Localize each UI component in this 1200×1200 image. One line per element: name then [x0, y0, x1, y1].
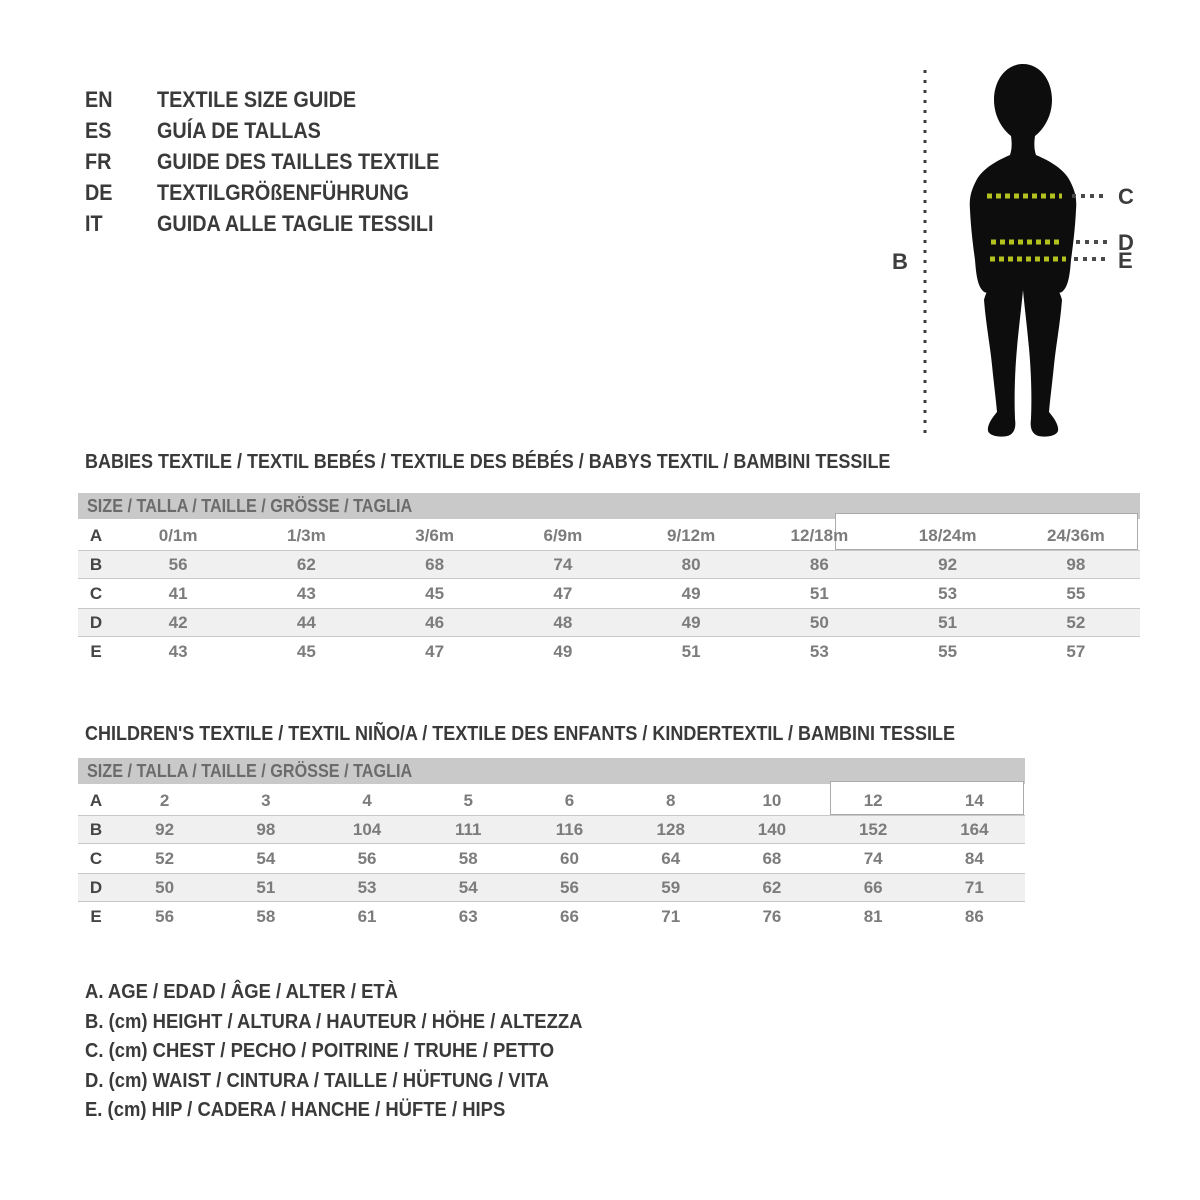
babies-table-body [78, 521, 1140, 666]
size-row-D [78, 608, 1140, 637]
size-value: 47 [425, 641, 445, 661]
size-value: 64 [661, 848, 681, 868]
guide-title-en: TEXTILE SIZE GUIDE [157, 87, 357, 112]
size-row-A [78, 786, 1025, 815]
size-value: 104 [352, 819, 382, 839]
size-value: 50 [809, 612, 829, 632]
row-label: A [89, 790, 103, 810]
lang-row-es [85, 115, 471, 146]
row-label: C [89, 583, 103, 603]
legend-height: B. (cm) HEIGHT / ALTURA / HAUTEUR / HÖHE / ALTEZZA [85, 1009, 583, 1033]
size-value: 71 [964, 877, 984, 897]
row-label: B [89, 819, 103, 839]
size-value: 44 [296, 612, 316, 632]
size-value: 5 [463, 790, 473, 810]
size-value: 74 [863, 848, 883, 868]
child-silhouette [970, 64, 1077, 437]
size-value: 54 [256, 848, 276, 868]
size-row-E [78, 902, 1025, 931]
size-value: 56 [168, 554, 188, 574]
row-label: C [89, 848, 103, 868]
size-value: 55 [1066, 583, 1086, 603]
legend-hip: E. (cm) HIP / CADERA / HANCHE / HÜFTE / HIPS [85, 1098, 506, 1121]
size-value: 9/12m [667, 525, 716, 545]
size-value: 51 [681, 641, 701, 661]
size-value: 45 [296, 641, 316, 661]
measurement-legend [85, 977, 638, 1125]
size-value: 71 [661, 906, 681, 926]
size-value: 53 [938, 583, 958, 603]
size-value: 12/18m [790, 525, 849, 545]
size-value: 92 [155, 819, 175, 839]
row-label: B [89, 554, 103, 574]
lang-code: IT [85, 211, 103, 236]
children-size-table [78, 758, 1025, 931]
lang-row-de [85, 177, 471, 208]
size-value: 53 [809, 641, 829, 661]
size-value: 4 [362, 790, 372, 810]
size-value: 43 [168, 641, 188, 661]
size-value: 68 [425, 554, 445, 574]
legend-age: A. AGE / EDAD / ÂGE / ALTER / ETÀ [85, 980, 398, 1003]
size-value: 50 [155, 877, 175, 897]
size-value: 47 [553, 583, 573, 603]
size-value: 54 [458, 877, 478, 897]
size-row-D [78, 873, 1025, 902]
size-value: 58 [256, 906, 276, 926]
size-value: 49 [681, 612, 701, 632]
child-figure-svg [870, 40, 1160, 460]
guide-title-fr: GUIDE DES TAILLES TEXTILE [157, 149, 440, 174]
size-value: 43 [296, 583, 316, 603]
size-value: 63 [458, 906, 478, 926]
row-label: A [89, 525, 103, 545]
size-value: 6 [564, 790, 575, 810]
size-row-B [78, 550, 1140, 579]
lang-code: FR [85, 149, 112, 174]
lang-row-it [85, 208, 471, 239]
babies-size-table [78, 493, 1140, 666]
size-value: 128 [656, 819, 685, 839]
size-row-E [78, 637, 1140, 666]
size-value: 0/1m [158, 525, 198, 545]
size-value: 14 [964, 790, 984, 810]
size-value: 81 [863, 906, 883, 926]
size-value: 59 [661, 877, 681, 897]
size-value: 45 [425, 583, 445, 603]
children-table-body [78, 786, 1025, 931]
size-value: 10 [762, 790, 782, 810]
size-value: 51 [809, 583, 829, 603]
size-row-A [78, 521, 1140, 550]
row-label: D [89, 612, 103, 632]
children-section-heading: CHILDREN'S TEXTILE / TEXTIL NIÑO/A / TEXTILE DES ENFANTS / KINDERTEXTIL / BAMBINI TESSILE [85, 723, 956, 745]
guide-title-es: GUÍA DE TALLAS [157, 118, 321, 143]
size-value: 116 [555, 819, 584, 839]
size-row-B [78, 815, 1025, 844]
size-value: 62 [296, 554, 316, 574]
size-value: 1/3m [287, 525, 326, 545]
size-value: 48 [553, 612, 573, 632]
size-value: 6/9m [543, 525, 583, 545]
size-value: 56 [357, 848, 377, 868]
size-value: 56 [155, 906, 175, 926]
size-value: 52 [155, 848, 175, 868]
size-value: 24/36m [1047, 525, 1105, 545]
language-title-block [85, 84, 471, 239]
size-value: 46 [425, 612, 445, 632]
row-label: E [90, 906, 102, 926]
size-value: 84 [964, 848, 984, 868]
size-value: 111 [455, 819, 482, 839]
size-row-C [78, 579, 1140, 608]
label-chest-C: C [1118, 184, 1134, 209]
row-label: D [89, 877, 103, 897]
size-value: 41 [168, 583, 188, 603]
label-hip-E: E [1118, 248, 1133, 273]
size-value: 74 [553, 554, 573, 574]
size-value: 80 [681, 554, 701, 574]
size-value: 92 [938, 554, 958, 574]
guide-title-de: TEXTILGRÖßENFÜHRUNG [157, 180, 409, 205]
lang-code: EN [85, 87, 113, 112]
size-value: 56 [560, 877, 579, 897]
size-header-label: SIZE / TALLA / TAILLE / GRÖSSE / TAGLIA [87, 496, 413, 516]
size-value: 3/6m [415, 525, 454, 545]
size-value: 152 [858, 819, 888, 839]
size-value: 51 [256, 877, 276, 897]
lang-row-fr [85, 146, 471, 177]
size-value: 49 [553, 641, 573, 661]
label-height-B: B [892, 249, 908, 274]
size-value: 8 [665, 790, 676, 810]
size-value: 140 [757, 819, 787, 839]
size-row-C [78, 844, 1025, 873]
size-value: 12 [863, 790, 883, 810]
size-value: 98 [256, 819, 276, 839]
lang-code: DE [85, 180, 113, 205]
size-value: 2 [159, 790, 170, 810]
size-value: 86 [809, 554, 829, 574]
size-value: 164 [960, 819, 989, 839]
size-value: 76 [762, 906, 782, 926]
size-value: 61 [357, 906, 377, 926]
size-value: 52 [1066, 612, 1086, 632]
lang-code: ES [85, 118, 112, 143]
size-value: 51 [938, 612, 958, 632]
label-waist-D: D [1118, 230, 1134, 255]
legend-chest: C. (cm) CHEST / PECHO / POITRINE / TRUHE / PETTO [85, 1039, 555, 1062]
size-value: 57 [1066, 641, 1086, 661]
size-value: 49 [681, 583, 701, 603]
legend-waist: D. (cm) WAIST / CINTURA / TAILLE / HÜFTUNG / VITA [85, 1068, 549, 1092]
size-value: 53 [357, 877, 377, 897]
size-value: 66 [560, 906, 579, 926]
lang-row-en [85, 84, 471, 115]
size-header-label: SIZE / TALLA / TAILLE / GRÖSSE / TAGLIA [87, 761, 413, 781]
size-value: 68 [762, 848, 782, 868]
size-value: 58 [458, 848, 478, 868]
size-value: 98 [1066, 554, 1086, 574]
size-value: 60 [560, 848, 579, 868]
size-value: 55 [938, 641, 958, 661]
size-value: 86 [964, 906, 984, 926]
size-value: 42 [168, 612, 188, 632]
row-label: E [90, 641, 102, 661]
guide-title-it: GUIDA ALLE TAGLIE TESSILI [157, 211, 434, 236]
size-value: 18/24m [918, 525, 977, 545]
size-value: 62 [762, 877, 782, 897]
measurement-figure [870, 40, 1160, 460]
babies-section-heading: BABIES TEXTILE / TEXTIL BEBÉS / TEXTILE DES BÉBÉS / BABYS TEXTIL / BAMBINI TESSILE [85, 451, 891, 473]
size-value: 66 [863, 877, 883, 897]
size-value: 3 [261, 790, 271, 810]
